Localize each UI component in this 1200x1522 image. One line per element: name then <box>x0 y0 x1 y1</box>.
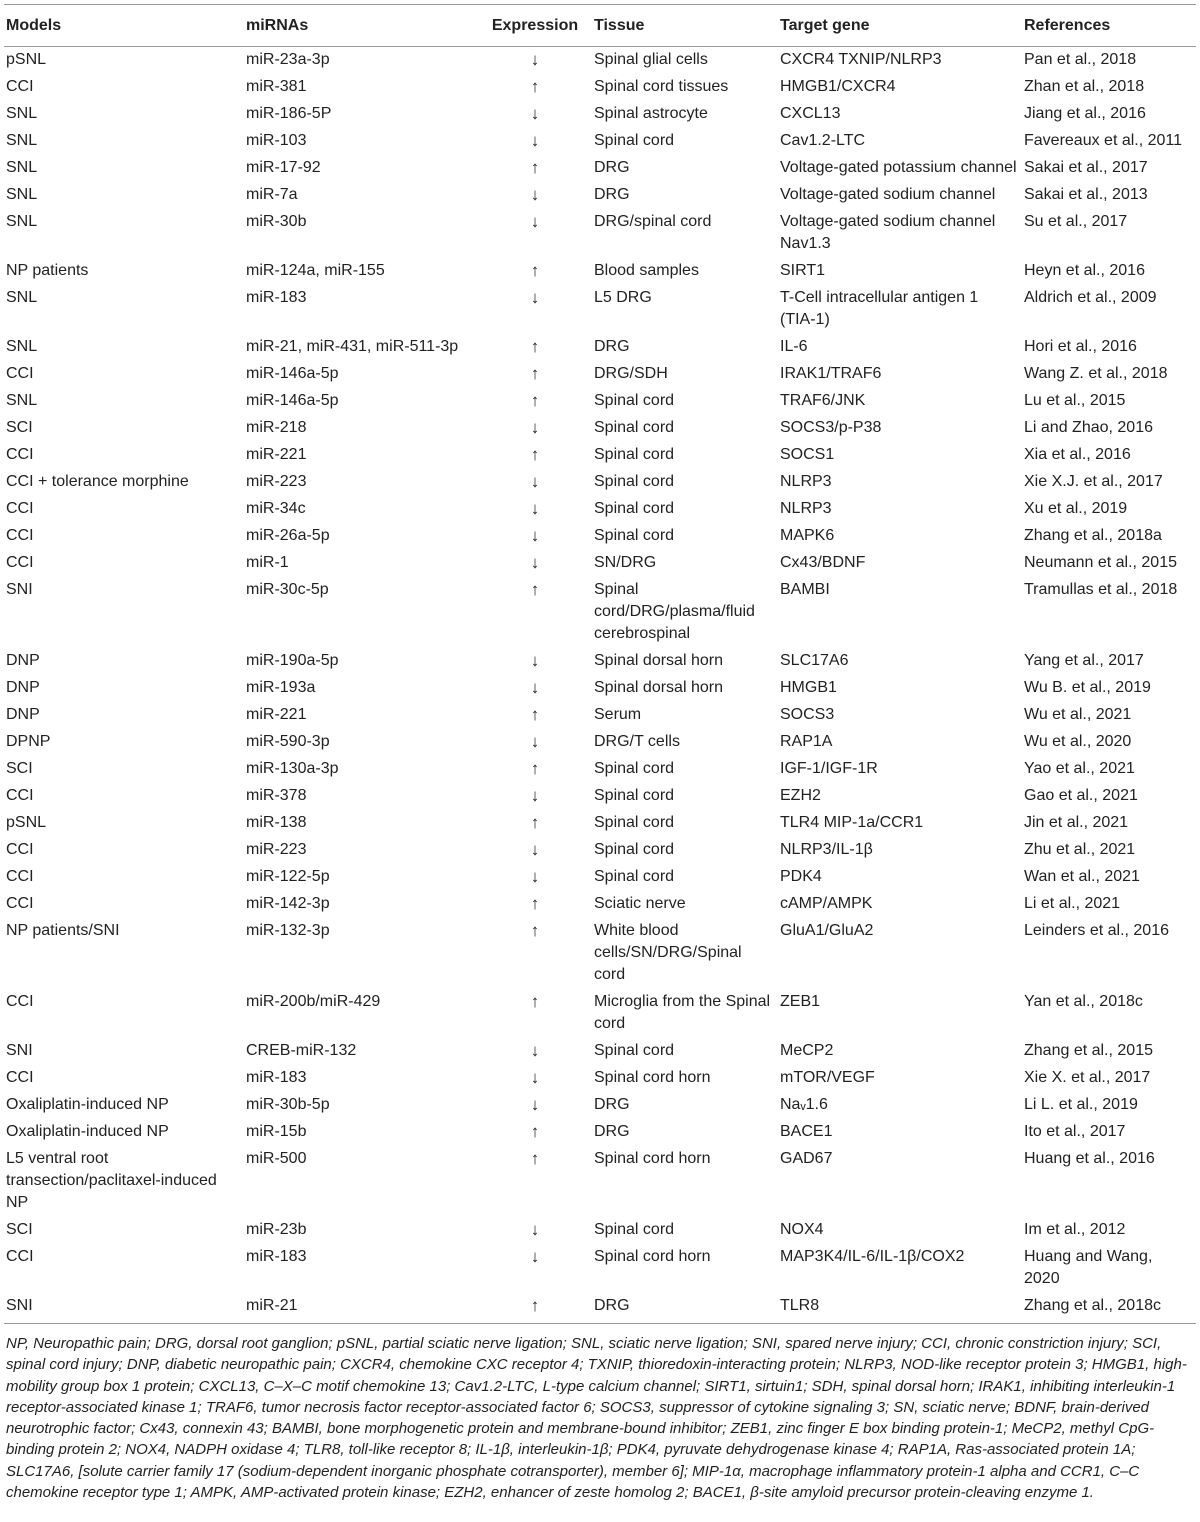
cell-target-gene: Voltage-gated potassium channel <box>780 159 1017 176</box>
table-row <box>4 702 1196 729</box>
cell-mirna: miR-190a-5p <box>246 652 339 669</box>
header-references: References <box>1022 5 1196 47</box>
cell-expression: ↑ <box>530 813 540 832</box>
cell-expression: ↑ <box>530 158 540 177</box>
cell-reference: Zhu et al., 2021 <box>1024 841 1136 858</box>
cell-model: SNL <box>6 289 38 306</box>
cell-model: CCI <box>6 446 34 463</box>
table-row <box>4 891 1196 918</box>
cell-model: CCI <box>6 868 34 885</box>
cell-tissue: Spinal cord <box>594 760 675 777</box>
cell-reference: Yan et al., 2018c <box>1024 993 1143 1010</box>
cell-tissue: Spinal cord <box>594 841 675 858</box>
cell-target-gene: IRAK1/TRAF6 <box>780 365 882 382</box>
cell-model: CCI <box>6 841 34 858</box>
cell-mirna: miR-122-5p <box>246 868 330 885</box>
cell-mirna: miR-186-5P <box>246 105 332 122</box>
cell-expression: ↓ <box>530 472 540 491</box>
table-row <box>4 74 1196 101</box>
table-row <box>4 675 1196 702</box>
cell-tissue: DRG <box>594 159 630 176</box>
cell-reference: Xia et al., 2016 <box>1024 446 1131 463</box>
cell-tissue: DRG <box>594 186 630 203</box>
cell-model: CCI <box>6 554 34 571</box>
cell-model: CCI <box>6 1069 34 1086</box>
cell-expression: ↓ <box>530 131 540 150</box>
cell-mirna: miR-223 <box>246 841 307 858</box>
table-row <box>4 258 1196 285</box>
table-row <box>4 155 1196 182</box>
cell-target-gene: BACE1 <box>780 1123 833 1140</box>
header-row <box>4 5 1196 47</box>
cell-expression: ↓ <box>530 867 540 886</box>
cell-tissue: Spinal dorsal horn <box>594 652 723 669</box>
cell-mirna: miR-30c-5p <box>246 581 329 598</box>
cell-reference: Huang and Wang, 2020 <box>1024 1248 1153 1287</box>
cell-reference: Xie X. et al., 2017 <box>1024 1069 1151 1086</box>
cell-expression: ↑ <box>530 1149 540 1168</box>
table-row <box>4 1146 1196 1217</box>
cell-mirna: miR-34c <box>246 500 306 517</box>
cell-tissue: Spinal cord <box>594 132 675 149</box>
cell-tissue: Spinal dorsal horn <box>594 679 723 696</box>
cell-target-gene: T-Cell intracellular antigen 1 (TIA-1) <box>780 289 979 328</box>
cell-expression: ↑ <box>530 337 540 356</box>
cell-tissue: SN/DRG <box>594 554 657 571</box>
cell-tissue: DRG/spinal cord <box>594 213 712 230</box>
cell-expression: ↓ <box>530 732 540 751</box>
cell-target-gene: SLC17A6 <box>780 652 849 669</box>
cell-reference: Jin et al., 2021 <box>1024 814 1129 831</box>
cell-model: SCI <box>6 419 33 436</box>
cell-model: NP patients <box>6 262 89 279</box>
cell-target-gene: MAP3K4/IL-6/IL-1β/COX2 <box>780 1248 965 1265</box>
table-row <box>4 47 1196 75</box>
cell-target-gene: ZEB1 <box>780 993 821 1010</box>
cell-expression: ↑ <box>530 1122 540 1141</box>
table-row <box>4 783 1196 810</box>
cell-reference: Zhang et al., 2018a <box>1024 527 1162 544</box>
cell-expression: ↑ <box>530 445 540 464</box>
header-target-gene: Target gene <box>778 5 1022 47</box>
cell-model: CCI + tolerance morphine <box>6 473 189 490</box>
cell-tissue: Spinal cord/DRG/plasma/fluid cerebrospinal <box>594 581 755 642</box>
cell-target-gene: SIRT1 <box>780 262 826 279</box>
cell-target-gene: Cav1.2-LTC <box>780 132 866 149</box>
cell-mirna: miR-146a-5p <box>246 392 339 409</box>
cell-mirna: miR-146a-5p <box>246 365 339 382</box>
cell-reference: Wang Z. et al., 2018 <box>1024 365 1168 382</box>
cell-reference: Lu et al., 2015 <box>1024 392 1126 409</box>
cell-tissue: Serum <box>594 706 642 723</box>
cell-expression: ↓ <box>530 526 540 545</box>
cell-model: CCI <box>6 787 34 804</box>
cell-expression: ↓ <box>530 185 540 204</box>
cell-reference: Li and Zhao, 2016 <box>1024 419 1153 436</box>
cell-reference: Gao et al., 2021 <box>1024 787 1138 804</box>
cell-expression: ↑ <box>530 705 540 724</box>
table-row <box>4 1092 1196 1119</box>
cell-mirna: miR-183 <box>246 1069 307 1086</box>
cell-target-gene: EZH2 <box>780 787 821 804</box>
cell-reference: Zhang et al., 2015 <box>1024 1042 1153 1059</box>
cell-reference: Su et al., 2017 <box>1024 213 1128 230</box>
cell-reference: Yang et al., 2017 <box>1024 652 1144 669</box>
cell-expression: ↓ <box>530 418 540 437</box>
cell-tissue: Spinal cord horn <box>594 1150 711 1167</box>
cell-expression: ↓ <box>530 499 540 518</box>
cell-mirna: miR-138 <box>246 814 307 831</box>
cell-tissue: Spinal glial cells <box>594 51 708 68</box>
cell-tissue: Spinal cord <box>594 787 675 804</box>
cell-target-gene: Voltage-gated sodium channel Nav1.3 <box>780 213 996 252</box>
cell-mirna: miR-130a-3p <box>246 760 339 777</box>
table-row <box>4 209 1196 258</box>
table-row <box>4 523 1196 550</box>
cell-target-gene: RAP1A <box>780 733 833 750</box>
table-row <box>4 182 1196 209</box>
cell-expression: ↓ <box>530 50 540 69</box>
cell-model: CCI <box>6 500 34 517</box>
cell-model: pSNL <box>6 814 47 831</box>
table-row <box>4 361 1196 388</box>
table-row <box>4 334 1196 361</box>
cell-reference: Li L. et al., 2019 <box>1024 1096 1138 1113</box>
cell-reference: Jiang et al., 2016 <box>1024 105 1146 122</box>
cell-model: Oxaliplatin-induced NP <box>6 1123 169 1140</box>
header-models: Models <box>4 5 244 47</box>
cell-tissue: White blood cells/SN/DRG/Spinal cord <box>594 922 742 983</box>
cell-tissue: Spinal cord <box>594 1042 675 1059</box>
cell-model: SNL <box>6 105 38 122</box>
cell-target-gene: TLR4 MIP-1a/CCR1 <box>780 814 924 831</box>
table-row <box>4 1217 1196 1244</box>
cell-reference: Pan et al., 2018 <box>1024 51 1137 68</box>
cell-mirna: miR-23a-3p <box>246 51 330 68</box>
cell-expression: ↑ <box>530 759 540 778</box>
cell-target-gene: MeCP2 <box>780 1042 834 1059</box>
cell-expression: ↓ <box>530 1247 540 1266</box>
cell-expression: ↑ <box>530 992 540 1011</box>
cell-target-gene: CXCR4 TXNIP/NLRP3 <box>780 51 942 68</box>
cell-tissue: DRG/T cells <box>594 733 680 750</box>
cell-tissue: Spinal cord <box>594 527 675 544</box>
cell-target-gene: TRAF6/JNK <box>780 392 866 409</box>
cell-expression: ↓ <box>530 288 540 307</box>
cell-target-gene: SOCS3/p-P38 <box>780 419 882 436</box>
cell-model: SNI <box>4 1293 244 1324</box>
cell-model: DNP <box>6 652 40 669</box>
table-row <box>4 128 1196 155</box>
cell-tissue: Spinal cord <box>594 392 675 409</box>
cell-reference: Wan et al., 2021 <box>1024 868 1140 885</box>
cell-expression: ↓ <box>530 840 540 859</box>
table-row <box>4 1065 1196 1092</box>
cell-expression: ↑ <box>480 1293 592 1324</box>
cell-reference: Huang et al., 2016 <box>1024 1150 1155 1167</box>
cell-mirna: miR-223 <box>246 473 307 490</box>
cell-model: CCI <box>6 1248 34 1265</box>
table-body <box>4 47 1196 1324</box>
table-row <box>4 989 1196 1038</box>
cell-mirna: miR-381 <box>246 78 307 95</box>
cell-target-gene: Cx43/BDNF <box>780 554 866 571</box>
cell-mirna: miR-221 <box>246 446 307 463</box>
cell-reference: Yao et al., 2021 <box>1024 760 1135 777</box>
cell-mirna: miR-7a <box>246 186 298 203</box>
cell-model: SNL <box>6 392 38 409</box>
cell-mirna: miR-132-3p <box>246 922 330 939</box>
cell-target-gene: MAPK6 <box>780 527 835 544</box>
cell-reference: Xu et al., 2019 <box>1024 500 1128 517</box>
table-row <box>4 1293 1196 1324</box>
table-row <box>4 388 1196 415</box>
table-row <box>4 415 1196 442</box>
cell-model: DNP <box>6 706 40 723</box>
cell-model: SNI <box>6 581 33 598</box>
table-row <box>4 729 1196 756</box>
cell-expression: ↓ <box>530 553 540 572</box>
cell-mirna: CREB-miR-132 <box>246 1042 357 1059</box>
cell-tissue: L5 DRG <box>594 289 652 306</box>
cell-expression: ↑ <box>530 391 540 410</box>
cell-reference: Leinders et al., 2016 <box>1024 922 1169 939</box>
table-row <box>4 1119 1196 1146</box>
cell-reference: Sakai et al., 2013 <box>1024 186 1148 203</box>
cell-mirna: miR-193a <box>246 679 316 696</box>
cell-mirna: miR-200b/miR-429 <box>246 993 381 1010</box>
cell-target-gene: GluA1/GluA2 <box>780 922 874 939</box>
table-row <box>4 837 1196 864</box>
cell-tissue: DRG <box>592 1293 778 1324</box>
cell-target-gene: GAD67 <box>780 1150 833 1167</box>
mirna-table <box>4 4 1196 1324</box>
table-row <box>4 469 1196 496</box>
cell-reference: Wu B. et al., 2019 <box>1024 679 1151 696</box>
cell-target-gene: IL-6 <box>780 338 808 355</box>
cell-expression: ↓ <box>530 1220 540 1239</box>
cell-expression: ↑ <box>530 364 540 383</box>
cell-expression: ↓ <box>530 1041 540 1060</box>
cell-target-gene: NLRP3 <box>780 500 832 517</box>
cell-target-gene: HMGB1/CXCR4 <box>780 78 896 95</box>
cell-model: SNL <box>6 186 38 203</box>
cell-model: DNP <box>6 679 40 696</box>
cell-target-gene: cAMP/AMPK <box>780 895 873 912</box>
cell-model: SCI <box>6 1221 33 1238</box>
cell-model: CCI <box>6 365 34 382</box>
table-row <box>4 496 1196 523</box>
cell-reference: Heyn et al., 2016 <box>1024 262 1145 279</box>
cell-target-gene: NOX4 <box>780 1221 824 1238</box>
table-row <box>4 756 1196 783</box>
cell-mirna: miR-183 <box>246 1248 307 1265</box>
cell-reference: Sakai et al., 2017 <box>1024 159 1148 176</box>
cell-mirna: miR-30b <box>246 213 307 230</box>
cell-reference: Li et al., 2021 <box>1024 895 1121 912</box>
cell-model: L5 ventral root transection/paclitaxel-induced NP <box>6 1150 217 1211</box>
cell-tissue: Spinal cord <box>594 500 675 517</box>
cell-expression: ↓ <box>530 1095 540 1114</box>
cell-target-gene: PDK4 <box>780 868 822 885</box>
cell-mirna: miR-21 <box>244 1293 480 1324</box>
cell-target-gene: CXCL13 <box>780 105 841 122</box>
cell-model: NP patients/SNI <box>6 922 120 939</box>
cell-expression: ↓ <box>530 212 540 231</box>
cell-expression: ↑ <box>530 580 540 599</box>
cell-reference: Wu et al., 2021 <box>1024 706 1132 723</box>
cell-tissue: Sciatic nerve <box>594 895 686 912</box>
cell-reference: Neumann et al., 2015 <box>1024 554 1177 571</box>
cell-expression: ↓ <box>530 104 540 123</box>
header-tissue: Tissue <box>592 5 778 47</box>
cell-expression: ↓ <box>530 786 540 805</box>
cell-target-gene: SOCS3 <box>780 706 835 723</box>
cell-mirna: miR-23b <box>246 1221 307 1238</box>
cell-mirna: miR-17-92 <box>246 159 321 176</box>
cell-tissue: Spinal cord <box>594 868 675 885</box>
table-row <box>4 550 1196 577</box>
cell-expression: ↑ <box>530 894 540 913</box>
cell-reference: Tramullas et al., 2018 <box>1024 581 1178 598</box>
cell-tissue: DRG <box>594 338 630 355</box>
cell-target-gene: BAMBI <box>780 581 830 598</box>
cell-reference: Im et al., 2012 <box>1024 1221 1126 1238</box>
cell-model: SNI <box>6 1042 33 1059</box>
cell-mirna: miR-378 <box>246 787 307 804</box>
cell-mirna: miR-142-3p <box>246 895 330 912</box>
table-row <box>4 442 1196 469</box>
cell-reference: Zhan et al., 2018 <box>1024 78 1145 95</box>
cell-tissue: Spinal cord <box>594 814 675 831</box>
cell-tissue: Spinal cord <box>594 419 675 436</box>
table-row <box>4 918 1196 989</box>
cell-mirna: miR-500 <box>246 1150 307 1167</box>
cell-mirna: miR-103 <box>246 132 307 149</box>
cell-target-gene: Naᵥ1.6 <box>780 1096 828 1113</box>
table-header <box>4 5 1196 47</box>
cell-mirna: miR-183 <box>246 289 307 306</box>
cell-model: SNL <box>6 338 38 355</box>
cell-model: CCI <box>6 78 34 95</box>
cell-mirna: miR-21, miR-431, miR-511-3p <box>246 338 459 355</box>
cell-mirna: miR-30b-5p <box>246 1096 330 1113</box>
cell-reference: Ito et al., 2017 <box>1024 1123 1126 1140</box>
cell-reference: Zhang et al., 2018c <box>1022 1293 1196 1324</box>
cell-expression: ↑ <box>530 921 540 940</box>
cell-mirna: miR-124a, miR-155 <box>246 262 385 279</box>
cell-model: Oxaliplatin-induced NP <box>6 1096 169 1113</box>
cell-model: pSNL <box>6 51 47 68</box>
table-row <box>4 1038 1196 1065</box>
cell-target-gene: IGF-1/IGF-1R <box>780 760 878 777</box>
cell-target-gene: SOCS1 <box>780 446 835 463</box>
cell-expression: ↑ <box>530 261 540 280</box>
cell-model: DPNP <box>6 733 51 750</box>
cell-expression: ↓ <box>530 1068 540 1087</box>
cell-model: SCI <box>6 760 33 777</box>
cell-model: CCI <box>6 527 34 544</box>
header-expression: Expression <box>480 5 592 47</box>
cell-tissue: Spinal cord horn <box>594 1248 711 1265</box>
table-row <box>4 810 1196 837</box>
cell-mirna: miR-1 <box>246 554 289 571</box>
cell-reference: Hori et al., 2016 <box>1024 338 1137 355</box>
cell-tissue: DRG <box>594 1123 630 1140</box>
cell-mirna: miR-218 <box>246 419 307 436</box>
table-row <box>4 577 1196 648</box>
cell-target-gene: HMGB1 <box>780 679 837 696</box>
cell-reference: Aldrich et al., 2009 <box>1024 289 1157 306</box>
cell-target-gene: mTOR/VEGF <box>780 1069 875 1086</box>
table-row <box>4 285 1196 334</box>
cell-target-gene: TLR8 <box>778 1293 1022 1324</box>
cell-tissue: Spinal cord <box>594 446 675 463</box>
cell-model: CCI <box>6 993 34 1010</box>
cell-mirna: miR-26a-5p <box>246 527 330 544</box>
cell-target-gene: NLRP3 <box>780 473 832 490</box>
table-row <box>4 101 1196 128</box>
cell-mirna: miR-590-3p <box>246 733 330 750</box>
cell-target-gene: Voltage-gated sodium channel <box>780 186 996 203</box>
cell-expression: ↓ <box>530 678 540 697</box>
cell-reference: Xie X.J. et al., 2017 <box>1024 473 1163 490</box>
table-row <box>4 1244 1196 1293</box>
cell-model: SNL <box>6 132 38 149</box>
cell-reference: Wu et al., 2020 <box>1024 733 1132 750</box>
cell-reference: Favereaux et al., 2011 <box>1024 132 1183 149</box>
cell-mirna: miR-221 <box>246 706 307 723</box>
cell-tissue: Blood samples <box>594 262 699 279</box>
cell-tissue: Spinal cord <box>594 1221 675 1238</box>
cell-expression: ↑ <box>530 77 540 96</box>
cell-model: SNL <box>6 213 38 230</box>
cell-model: SNL <box>6 159 38 176</box>
cell-tissue: Spinal cord <box>594 473 675 490</box>
table-row <box>4 648 1196 675</box>
table-row <box>4 864 1196 891</box>
table-footnote: NP, Neuropathic pain; DRG, dorsal root ganglion; pSNL, partial sciatic nerve ligation; SNL, sciatic nerve ligation; SNI, spared nerve injury; CCI, chronic constriction injury; SCI, spinal cord injury; DNP, diabetic neuropathic pain; CXCR4, chemokine CXC receptor 4; TXNIP, thioredoxin-interacting protein; NLRP3, NOD-like receptor protein 3; HMGB1, high-mobility group box 1 protein; CXCL13, C–X–C motif chemokine 13; Cav1.2-LTC, L-type calcium channel; SIRT1, sirtuin1; SDH, spinal dorsal horn; IRAK1, inhibiting interleukin-1 receptor-associated kinase 1; TRAF6, tumor necrosis factor receptor-associated factor 6; SOCS3, suppressor of cytokine signaling 3; SN, sciatic nerve; BDNF, brain-derived neurotrophic factor; Cx43, connexin 43; BAMBI, bone morphogenetic protein and membrane-bound inhibitor; ZEB1, zinc finger E box binding protein-1; MeCP2, methyl CpG-binding protein 2; NOX4, NADPH oxidase 4; TLR8, toll-like receptor 8; IL-1β, interleukin-1β; PDK4, pyruvate dehydrogenase kinase 4; RAP1A, Ras-associated protein 1A; SLC17A6, [solute carrier family 17 (sodium-dependent inorganic phosphate cotransporter), member 6]; MIP-1α, macrophage inflammatory protein-1 alpha and CCR1, C–C chemokine receptor type 1; AMPK, AMP-activated protein kinase; EZH2, enhancer of zeste homolog 2; BACE1, β-site amyloid precursor protein-cleaving enzyme 1. <box>6 1335 1187 1502</box>
cell-tissue: Spinal cord horn <box>594 1069 711 1086</box>
cell-tissue: Spinal astrocyte <box>594 105 708 122</box>
cell-expression: ↓ <box>530 651 540 670</box>
cell-tissue: Microglia from the Spinal cord <box>594 993 771 1032</box>
cell-tissue: DRG <box>594 1096 630 1113</box>
cell-tissue: DRG/SDH <box>594 365 668 382</box>
cell-mirna: miR-15b <box>246 1123 307 1140</box>
cell-tissue: Spinal cord tissues <box>594 78 729 95</box>
cell-target-gene: NLRP3/IL-1β <box>780 841 873 858</box>
header-mirnas: miRNAs <box>244 5 480 47</box>
cell-model: CCI <box>6 895 34 912</box>
